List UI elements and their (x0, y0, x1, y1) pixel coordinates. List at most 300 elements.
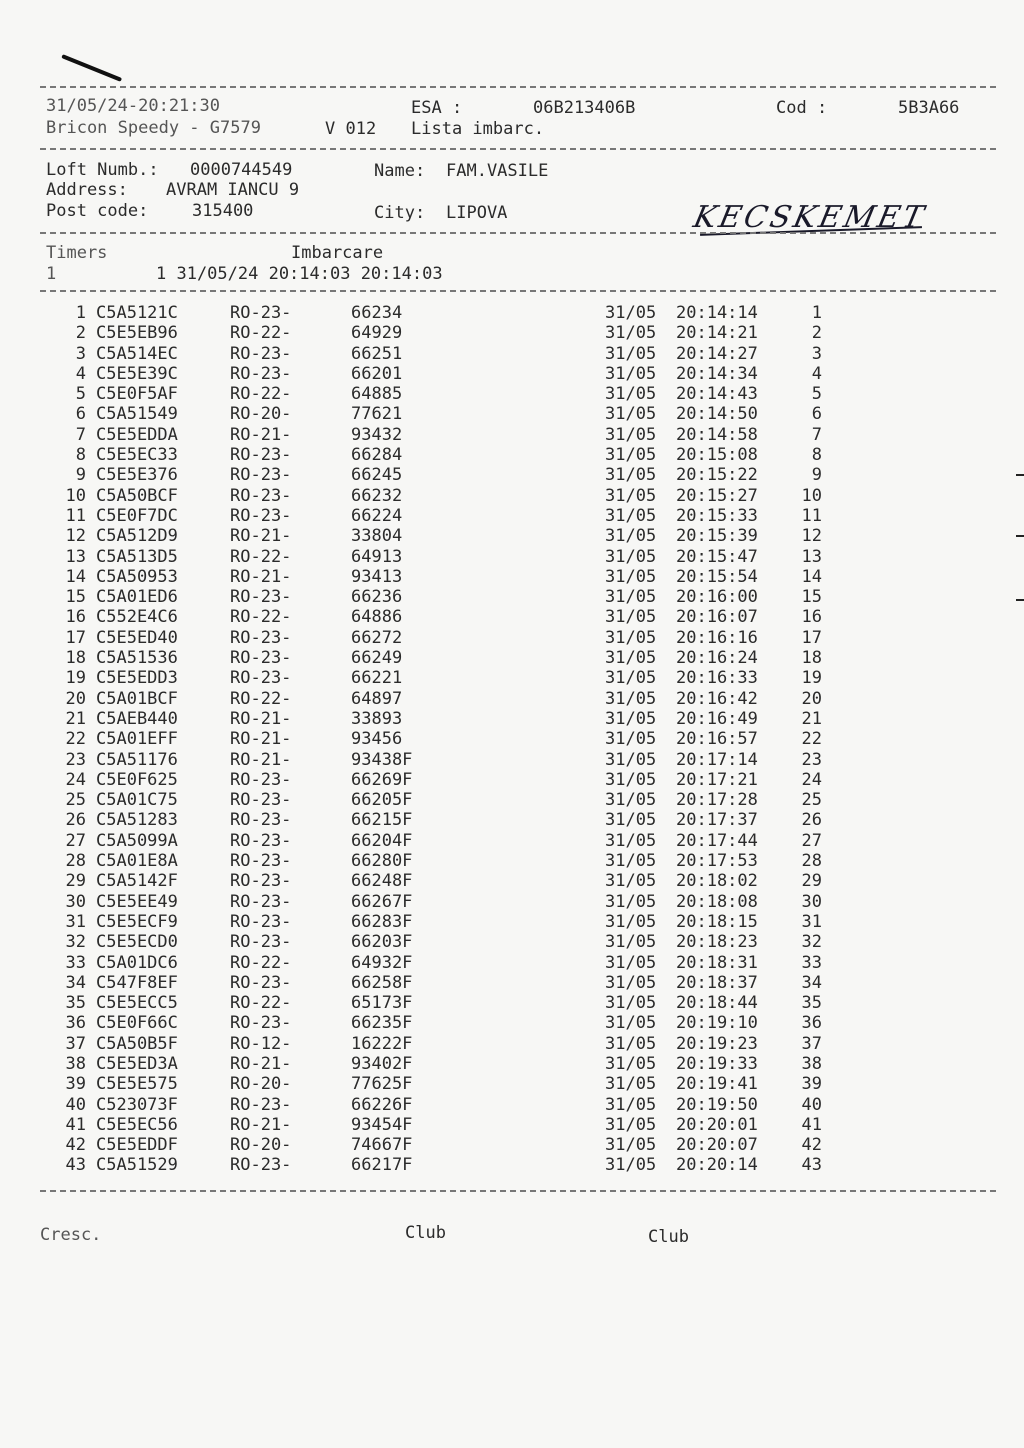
position-number: 35 (801, 993, 822, 1014)
basket-time: 20:14:21 (676, 323, 758, 344)
ring-country: RO-21- (230, 729, 292, 750)
position-number: 4 (811, 363, 822, 384)
basket-time: 20:19:41 (676, 1074, 758, 1095)
table-row (0, 851, 1024, 871)
row-number: 8 (75, 445, 86, 466)
ring-code: C5A50BCF (96, 485, 178, 506)
position-number: 23 (801, 749, 822, 770)
basket-time: 20:18:08 (676, 891, 758, 912)
position-number: 22 (801, 729, 822, 750)
position-number: 31 (801, 911, 822, 932)
basket-date: 31/05 (605, 363, 657, 384)
basket-date: 31/05 (605, 891, 657, 912)
position-number: 24 (801, 769, 822, 790)
address-label: Address: (46, 180, 128, 200)
basket-date: 31/05 (605, 627, 657, 648)
position-number: 25 (801, 790, 822, 811)
position-number: 36 (801, 1013, 822, 1034)
basket-time: 20:16:42 (676, 688, 758, 709)
basket-time: 20:18:02 (676, 871, 758, 892)
ring-country: RO-23- (230, 1155, 292, 1176)
ring-country: RO-22- (230, 546, 292, 567)
row-number: 17 (65, 627, 86, 648)
ring-number: 66272 (351, 627, 403, 648)
ring-code: C5A50953 (96, 566, 178, 587)
city-label: City: (374, 203, 426, 223)
ring-code: C5E5ECF9 (96, 911, 178, 932)
ring-country: RO-23- (230, 587, 292, 608)
ring-number: 16222F (351, 1033, 413, 1054)
basket-time: 20:16:00 (676, 587, 758, 608)
ring-number: 66224 (351, 505, 403, 526)
row-number: 25 (65, 790, 86, 811)
basket-time: 20:16:57 (676, 729, 758, 750)
ring-number: 66269F (351, 769, 413, 790)
basket-time: 20:18:15 (676, 911, 758, 932)
basket-date: 31/05 (605, 505, 657, 526)
table-row (0, 668, 1024, 688)
ring-country: RO-23- (230, 911, 292, 932)
ring-code: C5A51549 (96, 404, 178, 425)
basket-time: 20:15:39 (676, 526, 758, 547)
position-number: 15 (801, 587, 822, 608)
ring-code: C5A01ED6 (96, 587, 178, 608)
basketing-list (0, 303, 1024, 1176)
ring-number: 66217F (351, 1155, 413, 1176)
basket-date: 31/05 (605, 1074, 657, 1095)
ring-country: RO-20- (230, 404, 292, 425)
table-row (0, 323, 1024, 343)
position-number: 27 (801, 830, 822, 851)
table-row (0, 932, 1024, 952)
position-number: 43 (801, 1155, 822, 1176)
ring-code: C5E5EC56 (96, 1114, 178, 1135)
table-row (0, 689, 1024, 709)
divider (40, 232, 996, 234)
timers-label: Timers (46, 243, 108, 263)
row-number: 12 (65, 526, 86, 547)
ring-code: C547F8EF (96, 972, 178, 993)
table-row (0, 506, 1024, 526)
basket-date: 31/05 (605, 1114, 657, 1135)
imbarcare-label: Imbarcare (291, 243, 384, 263)
basket-time: 20:17:37 (676, 810, 758, 831)
position-number: 1 (811, 303, 822, 323)
row-number: 27 (65, 830, 86, 851)
basket-date: 31/05 (605, 932, 657, 953)
row-number: 24 (65, 769, 86, 790)
position-number: 33 (801, 952, 822, 973)
ring-number: 66245 (351, 465, 403, 486)
row-number: 43 (65, 1155, 86, 1176)
basket-time: 20:15:54 (676, 566, 758, 587)
ring-number: 93402F (351, 1053, 413, 1074)
timer-row: 1 31/05/24 20:14:03 20:14:03 (156, 264, 443, 284)
position-number: 2 (811, 323, 822, 344)
basket-date: 31/05 (605, 424, 657, 445)
basket-date: 31/05 (605, 668, 657, 689)
ring-code: C5E5ED40 (96, 627, 178, 648)
edge-mark (1016, 474, 1024, 476)
row-number: 15 (65, 587, 86, 608)
position-number: 11 (801, 505, 822, 526)
position-number: 14 (801, 566, 822, 587)
table-row (0, 1074, 1024, 1094)
ring-country: RO-21- (230, 424, 292, 445)
basket-date: 31/05 (605, 871, 657, 892)
row-number: 31 (65, 911, 86, 932)
esa-label: ESA : (411, 98, 463, 118)
cresc-label: Cresc. (40, 1225, 102, 1245)
basket-time: 20:19:23 (676, 1033, 758, 1054)
row-number: 9 (75, 465, 86, 486)
basket-time: 20:16:16 (676, 627, 758, 648)
ring-number: 66205F (351, 790, 413, 811)
table-row (0, 790, 1024, 810)
row-number: 33 (65, 952, 86, 973)
name-label: Name: (374, 161, 426, 181)
ring-country: RO-23- (230, 668, 292, 689)
timer-index: 1 (46, 264, 57, 284)
basket-time: 20:14:58 (676, 424, 758, 445)
ring-code: C5E5E376 (96, 465, 178, 486)
position-number: 42 (801, 1135, 822, 1156)
row-number: 21 (65, 708, 86, 729)
basket-time: 20:17:44 (676, 830, 758, 851)
basket-date: 31/05 (605, 790, 657, 811)
basket-time: 20:17:28 (676, 790, 758, 811)
ring-code: C5A01EFF (96, 729, 178, 750)
row-number: 3 (75, 343, 86, 364)
basket-time: 20:16:49 (676, 708, 758, 729)
postcode-value: 315400 (192, 201, 254, 221)
ring-country: RO-12- (230, 1033, 292, 1054)
loft-label: Loft Numb.: (46, 160, 159, 180)
basket-date: 31/05 (605, 546, 657, 567)
basket-date: 31/05 (605, 749, 657, 770)
ring-code: C5E5EDDF (96, 1135, 178, 1156)
position-number: 37 (801, 1033, 822, 1054)
basket-time: 20:15:27 (676, 485, 758, 506)
ring-number: 65173F (351, 993, 413, 1014)
ring-number: 64897 (351, 688, 403, 709)
row-number: 5 (75, 384, 86, 405)
esa-value: 06B213406B (533, 98, 636, 118)
basket-time: 20:15:22 (676, 465, 758, 486)
basket-time: 20:15:47 (676, 546, 758, 567)
name-value: FAM.VASILE (446, 161, 549, 181)
ring-country: RO-23- (230, 627, 292, 648)
table-row (0, 770, 1024, 790)
ring-code: C5E5EDD3 (96, 668, 178, 689)
basket-time: 20:19:10 (676, 1013, 758, 1034)
basket-time: 20:16:33 (676, 668, 758, 689)
basket-date: 31/05 (605, 648, 657, 669)
position-number: 40 (801, 1094, 822, 1115)
ring-code: C5A5142F (96, 871, 178, 892)
basket-time: 20:18:37 (676, 972, 758, 993)
edge-mark (1016, 599, 1024, 601)
table-row (0, 1013, 1024, 1033)
ring-code: C5E5EB96 (96, 323, 178, 344)
basket-time: 20:20:14 (676, 1155, 758, 1176)
basket-date: 31/05 (605, 688, 657, 709)
basket-date: 31/05 (605, 810, 657, 831)
position-number: 29 (801, 871, 822, 892)
ring-number: 74667F (351, 1135, 413, 1156)
position-number: 19 (801, 668, 822, 689)
basket-date: 31/05 (605, 1094, 657, 1115)
basket-date: 31/05 (605, 952, 657, 973)
position-number: 6 (811, 404, 822, 425)
table-row (0, 445, 1024, 465)
ring-country: RO-20- (230, 1074, 292, 1095)
position-number: 8 (811, 445, 822, 466)
ring-country: RO-23- (230, 303, 292, 323)
table-row (0, 1135, 1024, 1155)
position-number: 5 (811, 384, 822, 405)
ring-number: 66236 (351, 587, 403, 608)
position-number: 10 (801, 485, 822, 506)
table-row (0, 526, 1024, 546)
table-row (0, 425, 1024, 445)
table-row (0, 1054, 1024, 1074)
ring-code: C5E0F5AF (96, 384, 178, 405)
ring-country: RO-21- (230, 1053, 292, 1074)
table-row (0, 750, 1024, 770)
ring-country: RO-23- (230, 363, 292, 384)
position-number: 28 (801, 851, 822, 872)
basket-date: 31/05 (605, 607, 657, 628)
row-number: 13 (65, 546, 86, 567)
row-number: 6 (75, 404, 86, 425)
ring-country: RO-22- (230, 993, 292, 1014)
ring-country: RO-23- (230, 769, 292, 790)
ring-country: RO-23- (230, 648, 292, 669)
edge-mark (1016, 535, 1024, 537)
ring-code: C5E5E575 (96, 1074, 178, 1095)
ring-country: RO-21- (230, 566, 292, 587)
handwritten-note: KECSKEMET (690, 200, 930, 235)
ring-code: C5A5121C (96, 303, 178, 323)
basket-time: 20:17:14 (676, 749, 758, 770)
ring-country: RO-21- (230, 526, 292, 547)
ring-number: 93454F (351, 1114, 413, 1135)
ring-country: RO-22- (230, 688, 292, 709)
ring-number: 66226F (351, 1094, 413, 1115)
row-number: 10 (65, 485, 86, 506)
ring-country: RO-21- (230, 708, 292, 729)
position-number: 17 (801, 627, 822, 648)
ring-code: C5AEB440 (96, 708, 178, 729)
position-number: 39 (801, 1074, 822, 1095)
row-number: 14 (65, 566, 86, 587)
ring-code: C5E5E39C (96, 363, 178, 384)
table-row (0, 973, 1024, 993)
row-number: 29 (65, 871, 86, 892)
ring-code: C5A51529 (96, 1155, 178, 1176)
basket-date: 31/05 (605, 851, 657, 872)
loft-value: 0000744549 (190, 160, 293, 180)
club-label-1: Club (405, 1223, 446, 1243)
basket-time: 20:18:44 (676, 993, 758, 1014)
row-number: 2 (75, 323, 86, 344)
ring-number: 66258F (351, 972, 413, 993)
ring-country: RO-23- (230, 1094, 292, 1115)
position-number: 12 (801, 526, 822, 547)
row-number: 28 (65, 851, 86, 872)
ring-number: 33804 (351, 526, 403, 547)
ring-number: 66251 (351, 343, 403, 364)
row-number: 34 (65, 972, 86, 993)
ring-number: 66283F (351, 911, 413, 932)
table-row (0, 303, 1024, 323)
row-number: 22 (65, 729, 86, 750)
ring-code: C5A512D9 (96, 526, 178, 547)
row-number: 42 (65, 1135, 86, 1156)
divider (40, 290, 996, 292)
table-row (0, 607, 1024, 627)
table-row (0, 628, 1024, 648)
table-row (0, 465, 1024, 485)
cod-value: 5B3A66 (898, 98, 960, 118)
basket-time: 20:14:27 (676, 343, 758, 364)
table-row (0, 993, 1024, 1013)
row-number: 38 (65, 1053, 86, 1074)
row-number: 30 (65, 891, 86, 912)
table-row (0, 486, 1024, 506)
ring-code: C5A01BCF (96, 688, 178, 709)
position-number: 18 (801, 648, 822, 669)
position-number: 3 (811, 343, 822, 364)
pen-slash-mark (61, 54, 122, 82)
ring-number: 64913 (351, 546, 403, 567)
ring-code: C5E5ECD0 (96, 932, 178, 953)
basket-date: 31/05 (605, 587, 657, 608)
ring-number: 93413 (351, 566, 403, 587)
table-row (0, 587, 1024, 607)
ring-code: C5A01DC6 (96, 952, 178, 973)
ring-country: RO-23- (230, 445, 292, 466)
club-label-2: Club (648, 1227, 689, 1247)
ring-number: 66284 (351, 445, 403, 466)
basket-date: 31/05 (605, 830, 657, 851)
ring-number: 66249 (351, 648, 403, 669)
ring-country: RO-23- (230, 891, 292, 912)
basket-date: 31/05 (605, 972, 657, 993)
table-row (0, 1095, 1024, 1115)
table-row (0, 567, 1024, 587)
ring-number: 93438F (351, 749, 413, 770)
table-row (0, 1115, 1024, 1135)
ring-country: RO-23- (230, 485, 292, 506)
basket-date: 31/05 (605, 384, 657, 405)
ring-country: RO-23- (230, 851, 292, 872)
table-row (0, 953, 1024, 973)
ring-code: C5E5EC33 (96, 445, 178, 466)
position-number: 7 (811, 424, 822, 445)
basket-time: 20:15:08 (676, 445, 758, 466)
position-number: 26 (801, 810, 822, 831)
position-number: 13 (801, 546, 822, 567)
basket-time: 20:14:14 (676, 303, 758, 323)
table-row (0, 831, 1024, 851)
position-number: 21 (801, 708, 822, 729)
basket-time: 20:19:33 (676, 1053, 758, 1074)
row-number: 1 (75, 303, 86, 323)
ring-country: RO-23- (230, 810, 292, 831)
row-number: 39 (65, 1074, 86, 1095)
ring-code: C5E5ED3A (96, 1053, 178, 1074)
ring-code: C5A01C75 (96, 790, 178, 811)
table-row (0, 871, 1024, 891)
row-number: 11 (65, 505, 86, 526)
row-number: 40 (65, 1094, 86, 1115)
basket-date: 31/05 (605, 1053, 657, 1074)
postcode-label: Post code: (46, 201, 149, 221)
ring-code: C5E0F625 (96, 769, 178, 790)
table-row (0, 547, 1024, 567)
table-row (0, 648, 1024, 668)
table-row (0, 1034, 1024, 1054)
row-number: 19 (65, 668, 86, 689)
address-value: AVRAM IANCU 9 (166, 180, 300, 200)
ring-country: RO-23- (230, 465, 292, 486)
list-title: Lista imbarc. (411, 119, 545, 139)
row-number: 20 (65, 688, 86, 709)
ring-country: RO-22- (230, 607, 292, 628)
ring-number: 64929 (351, 323, 403, 344)
ring-code: C5E5EE49 (96, 891, 178, 912)
divider (40, 86, 996, 88)
ring-number: 66235F (351, 1013, 413, 1034)
basket-date: 31/05 (605, 303, 657, 323)
row-number: 41 (65, 1114, 86, 1135)
basket-date: 31/05 (605, 1135, 657, 1156)
table-row (0, 1155, 1024, 1175)
row-number: 37 (65, 1033, 86, 1054)
table-row (0, 344, 1024, 364)
position-number: 34 (801, 972, 822, 993)
ring-country: RO-20- (230, 1135, 292, 1156)
position-number: 20 (801, 688, 822, 709)
ring-country: RO-22- (230, 384, 292, 405)
ring-number: 66201 (351, 363, 403, 384)
basket-time: 20:14:34 (676, 363, 758, 384)
basket-time: 20:18:31 (676, 952, 758, 973)
basket-time: 20:15:33 (676, 505, 758, 526)
ring-number: 64885 (351, 384, 403, 405)
position-number: 38 (801, 1053, 822, 1074)
ring-country: RO-21- (230, 749, 292, 770)
ring-code: C5A51176 (96, 749, 178, 770)
row-number: 7 (75, 424, 86, 445)
table-row (0, 810, 1024, 830)
ring-number: 93432 (351, 424, 403, 445)
basket-date: 31/05 (605, 729, 657, 750)
header-datetime: 31/05/24-20:21:30 (46, 96, 220, 116)
ring-code: C5A51283 (96, 810, 178, 831)
ring-number: 66204F (351, 830, 413, 851)
basket-date: 31/05 (605, 769, 657, 790)
ring-code: C5A01E8A (96, 851, 178, 872)
ring-number: 66203F (351, 932, 413, 953)
ring-code: C5A51536 (96, 648, 178, 669)
ring-code: C5E0F7DC (96, 505, 178, 526)
device-version: V 012 (325, 119, 377, 139)
basket-time: 20:20:01 (676, 1114, 758, 1135)
device-name: Bricon Speedy - G7579 (46, 118, 261, 138)
